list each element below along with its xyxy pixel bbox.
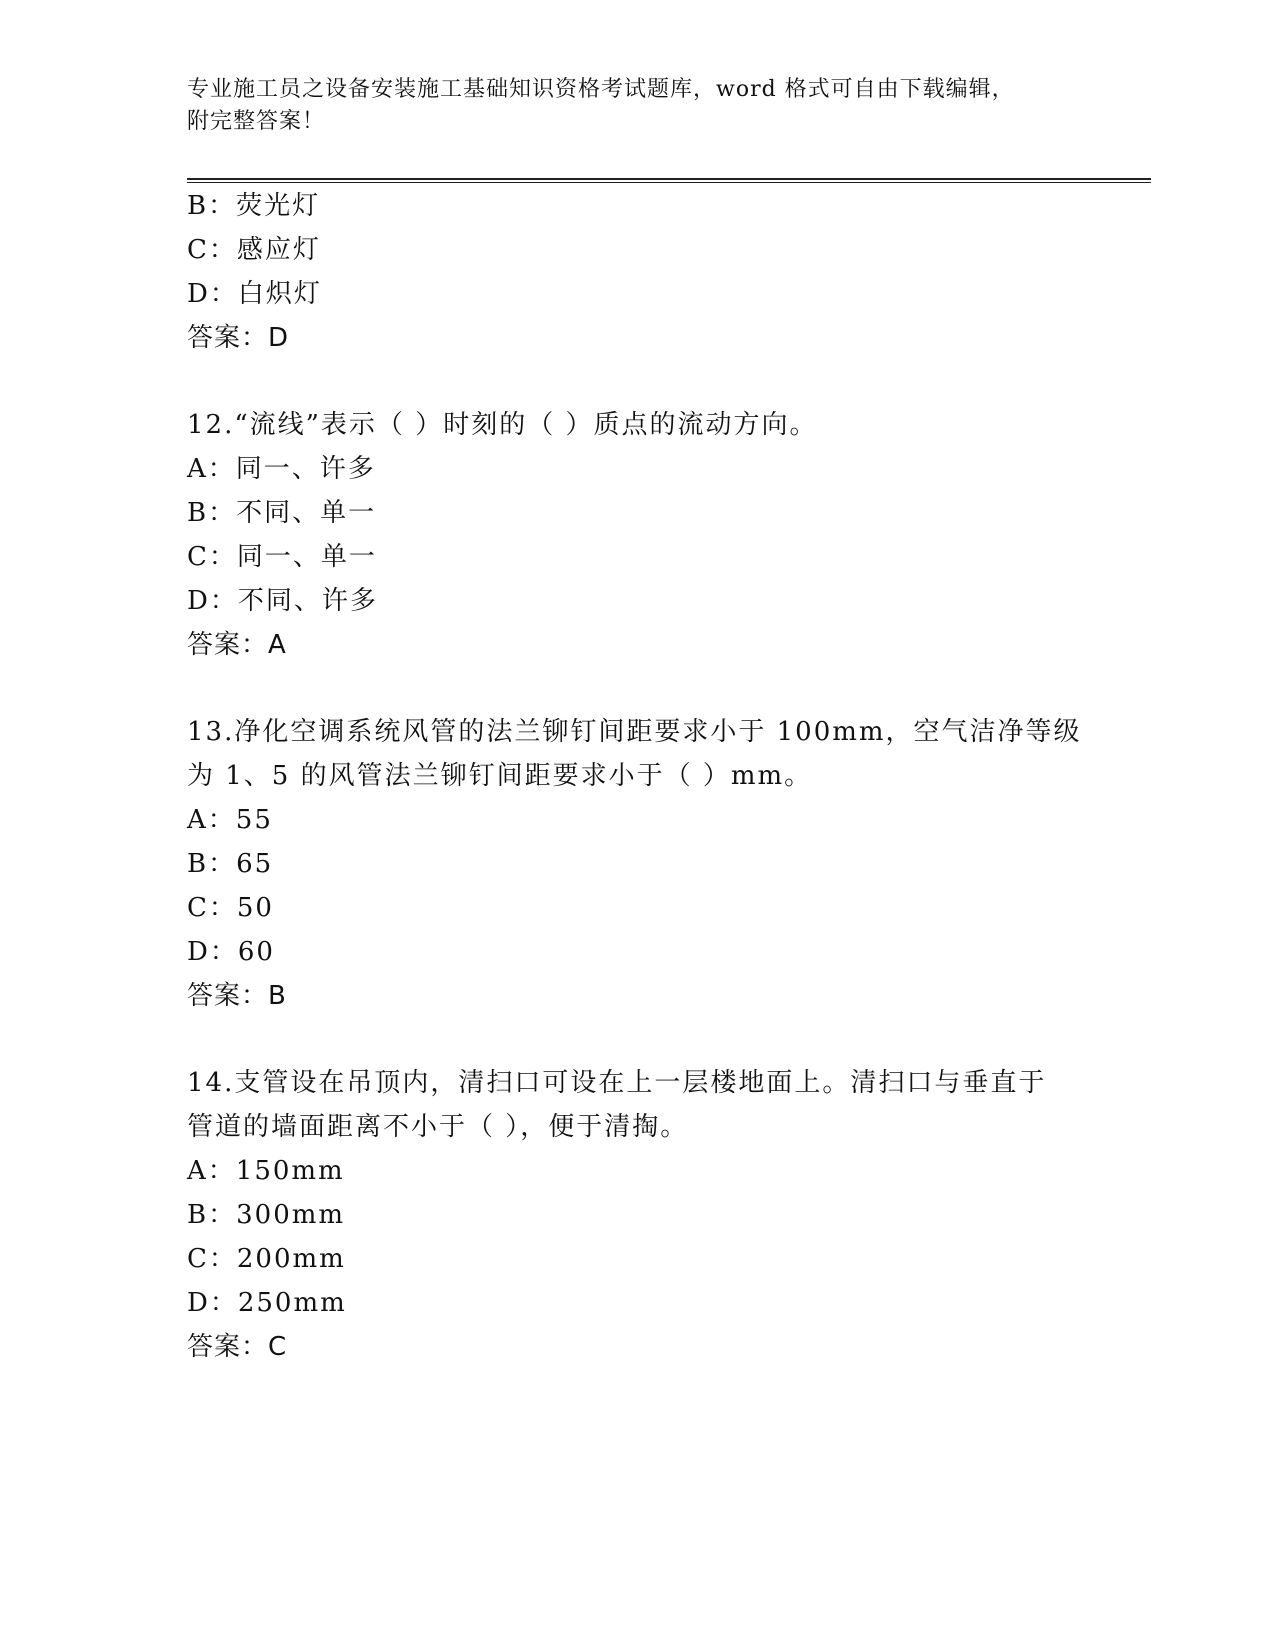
page-header [187,74,1067,138]
q13-answer: 答案：B [187,981,287,1011]
q11-answer: 答案：D [187,323,290,353]
q14-question-line-2: 管道的墙面距离不小于（ ），便于清掏。 [187,1112,689,1142]
header-divider-thin [187,182,1151,183]
q13-option-d: D：60 [187,937,275,967]
q14-question-line-1: 14.支管设在吊顶内，清扫口可设在上一层楼地面上。清扫口与垂直于 [187,1068,1047,1098]
q12-option-a: A：同一、许多 [187,454,376,484]
header-line-2: 附完整答案！ [187,109,326,134]
q11-option-c: C：感应灯 [187,235,321,265]
q14-option-a: A：150mm [187,1156,345,1186]
q12-answer: 答案：A [187,630,287,660]
q14-option-b: B：300mm [187,1200,346,1230]
q14-option-d: D：250mm [187,1288,347,1318]
q13-option-c: C：50 [187,893,274,923]
q11-option-d: D：白炽灯 [187,279,322,309]
q12-option-c: C：同一、单一 [187,542,377,572]
header-line-1: 专业施工员之设备安装施工基础知识资格考试题库，word 格式可自由下载编辑， [187,77,1015,102]
q14-option-c: C：200mm [187,1244,346,1274]
q13-option-a: A：55 [187,805,273,835]
q13-question-line-1: 13.净化空调系统风管的法兰铆钉间距要求小于 100mm，空气洁净等级 [187,717,1082,747]
q13-option-b: B：65 [187,849,274,879]
q12-option-b: B：不同、单一 [187,498,377,528]
q13-question-line-2: 为 1、5 的风管法兰铆钉间距要求小于（ ）mm。 [187,761,813,791]
header-divider-thick [187,178,1151,180]
q12-question: 12.“流线”表示（ ）时刻的（ ）质点的流动方向。 [187,410,818,440]
q14-answer: 答案：C [187,1332,288,1362]
q11-option-b: B：荧光灯 [187,191,321,221]
q12-option-d: D：不同、许多 [187,586,378,616]
